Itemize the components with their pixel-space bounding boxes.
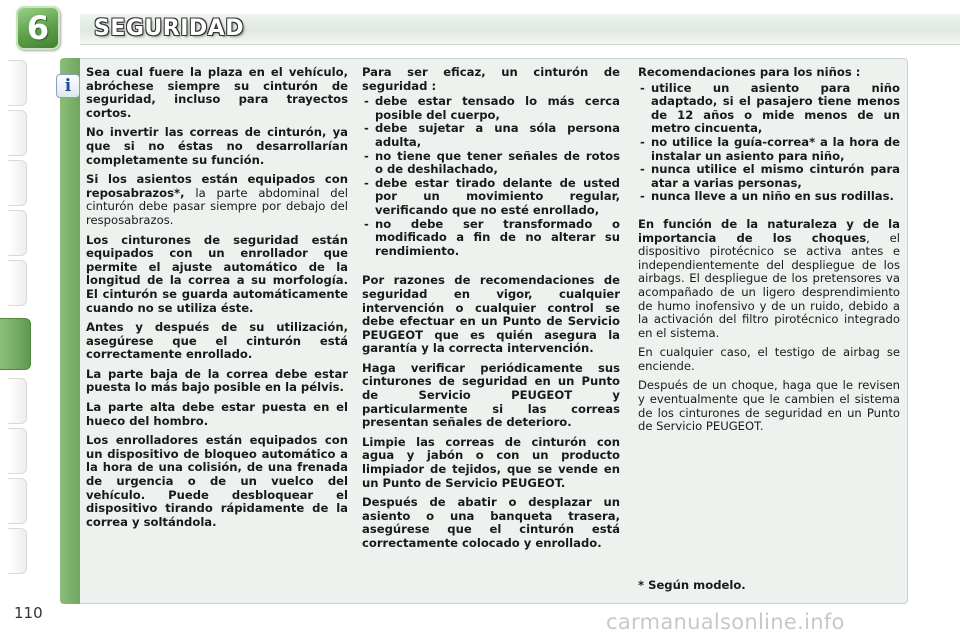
regular-text: la parte abdominal del cinturón debe pasar siempre por debajo del resposabrazos. [86, 185, 348, 227]
list-item: - no tiene que tener señales de rotos o de deshilachado, [362, 150, 620, 177]
paragraph: No invertir las correas de cinturón, ya que si no éstas no desarrollarían completamente su función. [86, 125, 348, 167]
list-item: - utilice un asiento para niño adaptado, si el pasajero tiene menos de 12 años o mide menos de un metro cincuenta, [638, 82, 900, 136]
side-tab-6-active[interactable] [0, 318, 31, 370]
children-heading: Recomendaciones para los niños : [638, 65, 861, 79]
side-tab-5[interactable] [8, 260, 27, 306]
footnote: * Según modelo. [638, 578, 746, 592]
side-tab-7[interactable] [8, 378, 27, 424]
side-tab-9[interactable] [8, 478, 27, 524]
belt-intro: Para ser eficaz, un cinturón de seguridad : [362, 65, 620, 93]
bold-text: Si los asientos están equipados con reposabrazos*, [86, 172, 348, 200]
pretensioner-paragraph [638, 218, 900, 340]
list-item: - debe estar tirado delante de usted por un movimiento regular, verificando que no esté enrollado, [362, 177, 620, 218]
belt-requirements-list [362, 95, 620, 258]
side-tab-3[interactable] [8, 160, 27, 206]
list-item: - nunca utilice el mismo cinturón para atar a varias personas, [638, 163, 900, 190]
chapter-title: SEGURIDAD [94, 16, 244, 41]
paragraph: Los enrolladores están equipados con un dispositivo de bloqueo automático a la hora de una colisión, de una frenada de urgencia o de un vuelco del vehículo. Puede desbloquear el dispositivo tirando rápidamente de la correa y soltándola. [86, 433, 348, 529]
list-item: - no utilice la guía-correa* a la hora de instalar un asiento para niño, [638, 136, 900, 163]
paragraph: Sea cual fuere la plaza en el vehículo, abróchese siempre su cinturón de seguridad, incluso para trayectos cortos. [86, 65, 348, 120]
side-tab-10[interactable] [8, 528, 27, 574]
column-right [638, 66, 900, 440]
list-item: - debe estar tensado lo más cerca posible del cuerpo, [362, 95, 620, 122]
side-tab-8[interactable] [8, 428, 27, 474]
side-tab-1[interactable] [8, 60, 27, 106]
paragraph: Después de un choque, haga que le revisen y eventualmente que le cambien el sistema de los cinturones de seguridad en un Punto de Servicio PEUGEOT. [638, 378, 900, 434]
paragraph: La parte alta debe estar puesta en el hueco del hombro. [86, 400, 348, 428]
paragraph: Haga verificar periódicamente sus cinturones de seguridad en un Punto de Servicio PEUGEOT y particularmente si las correas presentan señales de deterioro. [362, 360, 620, 430]
chapter-header [0, 0, 960, 52]
column-middle [362, 66, 620, 557]
bold-text: En función de la naturaleza y de la importancia de los choques [638, 216, 900, 245]
chapter-side-tabs [0, 60, 30, 580]
children-recommendations-list [638, 82, 900, 204]
watermark: carmanualsonline.info [606, 610, 845, 634]
side-tab-2[interactable] [8, 110, 27, 156]
paragraph: Antes y después de su utilización, asegúrese que el cinturón está correctamente enrollado. [86, 320, 348, 362]
page-number: 110 [14, 604, 43, 622]
list-item: - debe sujetar a una sóla persona adulta, [362, 122, 620, 149]
paragraph: La parte baja de la correa debe estar puesta lo más bajo posible en la pélvis. [86, 366, 348, 395]
paragraph: Los cinturones de seguridad están equipados con un enrollador que permite el ajuste automático de la longitud de la correa a su morfología. El cinturón se guarda automáticamente cuando no se utiliza éste. [86, 232, 348, 315]
paragraph: Por razones de recomendaciones de seguridad en vigor, cualquier intervención o cualquier control se debe efectuar en un Punto de Servicio PEUGEOT que es quién asegura la garantía y la correcta intervención. [362, 273, 620, 356]
paragraph: Limpie las correas de cinturón con agua y jabón o con un producto limpiador de tejidos, que se vende en un Punto de Servicio PEUGEOT. [362, 434, 620, 490]
chapter-number-badge: 6 [16, 6, 60, 50]
list-item: - nunca lleve a un niño en sus rodillas. [638, 190, 900, 204]
paragraph: En cualquier caso, el testigo de airbag se enciende. [638, 345, 900, 373]
info-icon: i [56, 74, 80, 98]
list-item: - no debe ser transformado o modificado a fin de no alterar su rendimiento. [362, 218, 620, 259]
paragraph: Después de abatir o desplazar un asiento o una banqueta trasera, asegúrese que el cinturón está correctamente colocado y enrollado. [362, 495, 620, 550]
panel-stripe [60, 58, 80, 604]
column-left [86, 66, 348, 535]
regular-text: , el dispositivo pirotécnico se activa antes e independientemente del despliegue de los airbags. El despliegue de los pretensores va acompañado de un ligero desprendimiento de humo inofensivo y de un ruido, debido a la activación del filtro pirotécnico integrado en el sistema. [638, 230, 900, 340]
paragraph-armrest [86, 173, 348, 227]
side-tab-4[interactable] [8, 210, 27, 256]
